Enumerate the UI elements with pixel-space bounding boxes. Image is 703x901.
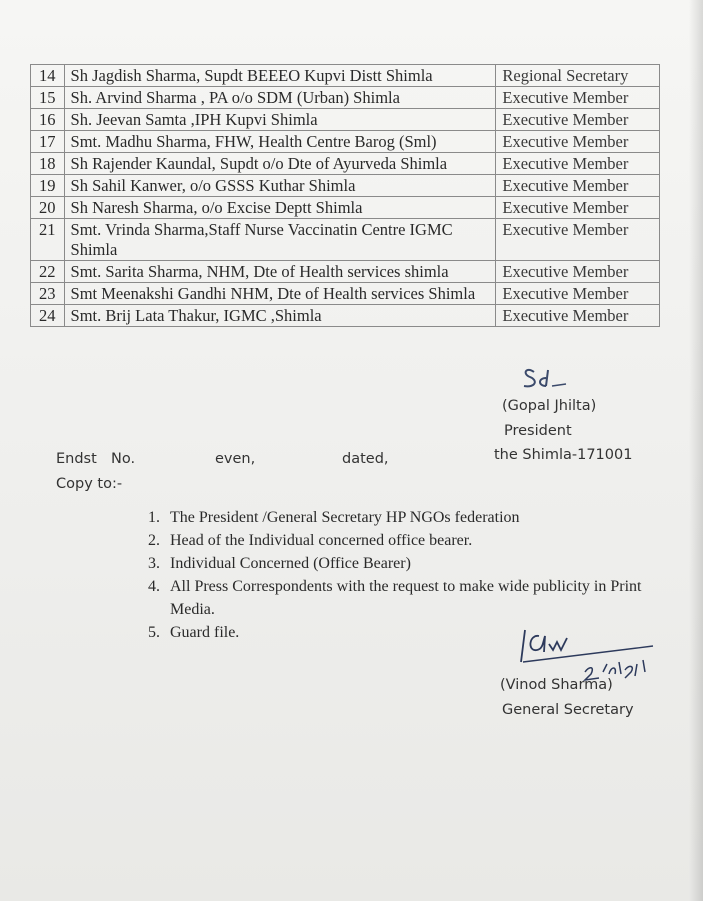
table-row <box>31 65 660 87</box>
table-row <box>31 305 660 327</box>
endst-label: Endst <box>56 451 97 467</box>
president-place: the Shimla-171001 <box>494 447 633 463</box>
member-designation: Executive Member <box>496 87 660 109</box>
president-name: (Gopal Jhilta) <box>502 398 597 414</box>
members-table-body <box>31 65 660 327</box>
table-row <box>31 261 660 283</box>
table-row <box>31 87 660 109</box>
list-item-number: 5. <box>148 624 160 641</box>
endst-dated: dated, <box>342 451 389 467</box>
member-designation: Regional Secretary <box>496 65 660 87</box>
endst-no-label: No. <box>111 451 136 467</box>
member-designation: Executive Member <box>496 305 660 327</box>
copy-to-label: Copy to:- <box>56 476 123 492</box>
list-item <box>148 506 668 529</box>
member-name: Sh Rajender Kaundal, Supdt o/o Dte of Ayurveda Shimla <box>64 153 496 175</box>
member-designation: Executive Member <box>496 219 660 261</box>
member-name: Smt. Vrinda Sharma,Staff Nurse Vaccinatin Centre IGMC Shimla <box>64 219 496 261</box>
list-item-text: The President /General Secretary HP NGOs federation <box>170 509 520 526</box>
table-row <box>31 197 660 219</box>
member-designation: Executive Member <box>496 109 660 131</box>
general-secretary-name: (Vinod Sharma) <box>500 677 613 693</box>
table-row <box>31 131 660 153</box>
member-serial: 21 <box>31 219 65 261</box>
member-name: Sh. Jeevan Samta ,IPH Kupvi Shimla <box>64 109 496 131</box>
list-item <box>148 575 668 621</box>
list-item <box>148 552 668 575</box>
members-table <box>30 64 660 327</box>
list-item <box>148 529 668 552</box>
member-serial: 19 <box>31 175 65 197</box>
member-serial: 17 <box>31 131 65 153</box>
table-row <box>31 283 660 305</box>
member-designation: Executive Member <box>496 131 660 153</box>
table-row <box>31 175 660 197</box>
member-name: Smt. Sarita Sharma, NHM, Dte of Health services shimla <box>64 261 496 283</box>
list-item-number: 4. <box>148 578 160 595</box>
list-item-text: All Press Correspondents with the request to make wide publicity in Print Media. <box>170 578 642 618</box>
table-row <box>31 153 660 175</box>
member-serial: 24 <box>31 305 65 327</box>
list-item-number: 2. <box>148 532 160 549</box>
member-serial: 15 <box>31 87 65 109</box>
member-serial: 22 <box>31 261 65 283</box>
president-title: President <box>504 423 572 439</box>
table-row <box>31 109 660 131</box>
list-item-number: 3. <box>148 555 160 572</box>
member-name: Sh Sahil Kanwer, o/o GSSS Kuthar Shimla <box>64 175 496 197</box>
table-row <box>31 219 660 261</box>
member-designation: Executive Member <box>496 261 660 283</box>
member-designation: Executive Member <box>496 283 660 305</box>
member-name: Smt. Madhu Sharma, FHW, Health Centre Barog (Sml) <box>64 131 496 153</box>
member-name: Sh. Arvind Sharma , PA o/o SDM (Urban) Shimla <box>64 87 496 109</box>
member-serial: 23 <box>31 283 65 305</box>
member-name: Smt Meenakshi Gandhi NHM, Dte of Health services Shimla <box>64 283 496 305</box>
endst-even: even, <box>215 451 256 467</box>
member-serial: 18 <box>31 153 65 175</box>
list-item-text: Guard file. <box>170 624 240 641</box>
page-edge-shadow <box>689 0 703 901</box>
sd-handwritten-mark <box>518 364 570 394</box>
member-name: Sh Naresh Sharma, o/o Excise Deptt Shimla <box>64 197 496 219</box>
member-designation: Executive Member <box>496 153 660 175</box>
member-serial: 16 <box>31 109 65 131</box>
member-serial: 20 <box>31 197 65 219</box>
member-designation: Executive Member <box>496 197 660 219</box>
member-name: Smt. Brij Lata Thakur, IGMC ,Shimla <box>64 305 496 327</box>
list-item-text: Head of the Individual concerned office bearer. <box>170 532 473 549</box>
list-item-number: 1. <box>148 509 160 526</box>
member-designation: Executive Member <box>496 175 660 197</box>
list-item-text: Individual Concerned (Office Bearer) <box>170 555 411 572</box>
member-serial: 14 <box>31 65 65 87</box>
general-secretary-title: General Secretary <box>502 702 634 718</box>
member-name: Sh Jagdish Sharma, Supdt BEEEO Kupvi Distt Shimla <box>64 65 496 87</box>
